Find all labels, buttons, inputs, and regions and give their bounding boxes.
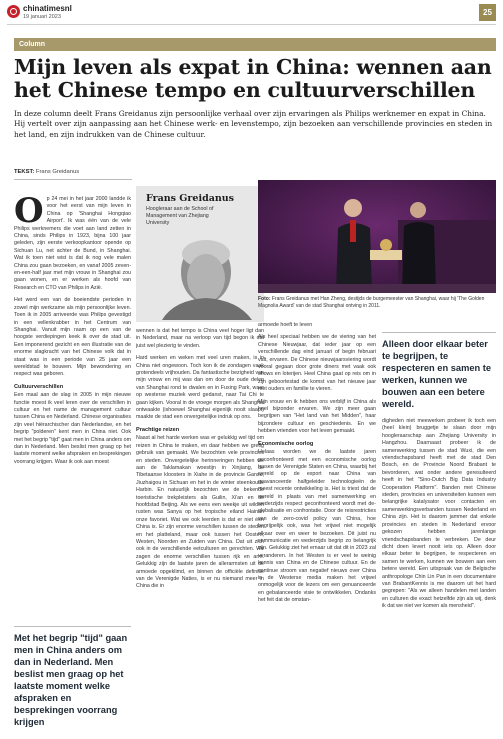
- author-name: Frans Greidanus: [146, 193, 235, 204]
- intro-text: In deze column deelt Frans Greidanus zijn persoonlijke verhaal over zijn ervaringen als Philips werknemer en expat in China. Hij vertelt over zijn aanpassing aan het Chinese werk- en levenstempo, zijn bezoeken aan verschillende provincies en steden in het land, en zijn indrukken van de Chinese cultuur.: [14, 109, 493, 139]
- section-label[interactable]: Column: [14, 38, 496, 51]
- column-4: [382, 418, 496, 736]
- paragraph: Het werd een van de boeiendste perioden in zowel mijn werkzame als mijn persoonlijke leven. Toen ik in 2005 arriveerde was Philips gevestigd in een vellenkrabber in het Centrum van Shanghai. Vanuit mijn raam op een van de hoogste verdiepingen keek ik over de stad uit. Een imponerend gezicht en een illustratie van de enorme slagkracht van het Chinese volk dat in staat was in een periode van 25 jaar een wereldstad te bouwen. Mijn bewondering en respect was geboren.: [14, 297, 131, 378]
- column-3: [258, 322, 376, 736]
- paragraph: Op 24 mei in het jaar 2000 landde ik voor het eerst van mijn leven in China op 'Shanghai Hongqiao Airport'. Ik was één van de vele Philips werknemers die voet aan land zetten in China, sinds Philips in 1923, bijna 100 jaar geleden, zijn eerste verkoopkantoor opende op Sichuan Lu, net achter de Bund, in Shanghai. Wat ik toen niet wist is dat ik nog vele malen China zou gaan bezoeken, en vanaf 2005 zeven-en-een-half jaar met mijn vrouw in Shanghai zou gaan wonen, en er werken als hoofd van Research en CTO van Philips in Azië.: [14, 196, 131, 291]
- page-number: 25: [479, 4, 496, 21]
- page-title: Mijn leven als expat in China: wennen aan het Chinese tempo en cultuurverschillen: [14, 55, 492, 102]
- paragraph: Een maal aan de slag in 2005 in mijn nieuwe functie moest ik veel leren over de verschillen in cultuur en het name de management cultuur tussen China en Nederland. Chinese organisaties zijn veel hiërarchischer dan Nederlandse, en het begrip "polderen" kent men in China niet. Ook met het begrip "tijd" gaat men in China anders om dan in Nederland. Men beslist men graag op het laatste moment welke afspraken en besprekingen voorrang krijgen. Waar ik ook aan moest: [14, 392, 131, 465]
- column-2: [136, 328, 264, 736]
- header-divider: [7, 24, 496, 25]
- column-1: [14, 196, 131, 606]
- subheading-cultuurverschillen: Cultuurverschillen: [14, 383, 64, 390]
- paragraph: Helaas worden we de laatste jaren geconfronteerd met een economische oorlog tussen de Verenigde Staten en China, waarbij het wereld op de export naar China van geavanceerde halfgeleider technologieën de meest recente ontwikkeling is. Het is triest dat de wereld in plaats van met samenwerking en wederzijds respect geconfronteerd wordt met de-globalisatie en confrontatie. Door de reisrestricties van de zero-covid policy van China, hoe begrijpelijk ook, was het vrijwel niet mogelijk elkaar over en weer te bezoeken. Dit juist nu communicatie en wederzijds begrip zo belangrijk zijn. Gelukkig ziet het ernaar uit dat dit in 2023 zal veranderen. In het Westen is er veel te weinig kennis van China en de Chinese cultuur. En de continue stroom van negatief nieuws over China in de Westerse media maken het vrijwel onmogelijk voor de lezers om een genuanceerde en gebalanceerde visie te ontwikkelen. Ondanks het feit dat de omstan-: [258, 449, 376, 604]
- drop-cap: O: [14, 196, 44, 231]
- article-photo: [258, 180, 496, 293]
- author-box: [136, 186, 264, 322]
- pull-quote-rule: [382, 332, 496, 333]
- logo-icon: [7, 5, 20, 18]
- subheading-prachtige-reizen: Prachtige reizen: [136, 426, 180, 433]
- paragraph: Hard werken en weken met veel uren maken, is in China niet ongewoon. Toch kon ik de zondagen vaak grotendeels vrijhouden. Da fantastische bezigheid van mijn vrouw en mij was dan om door de oude delen van Shanghai rond te dwalen en in Fuxing Park, waar op westerse muziek werd gedanst, naar Tai Chi te gaan kijken. Vooral in de vroege morgen als Shanghai ontwaakte (ishoewel Shanghai eigenlijk nooit slaapt) maakte de stad een onvergetelijke indruk op ons.: [136, 355, 264, 421]
- paragraph: digheden niet meewerken probeer ik toch een (heel klein) bruggetje te slaan door mijn hoogleraarschap aan Zhejiang University in Hangzhou. Daarnaast probeer ik de samenwerking tussen de stad Wuxi, die een vriendschapsband heeft met de stad Den Bosch, en de Provincie Noord Brabant te bevorderen, wat onder andere geresulteerd heeft in het "Sino-Dutch Big Data Industry Cooperation Platform". Banden met Chinese steden, provincies en universiteiten kunnen een belangrijke katalysator voor contacten en samenwerkingsverbanden tussen Nederland en China zijn. Het is daarom jammer dat enkele provincies en steden in Nederland ervoor gekozen hebben jarenlange vriendschapsbanden te verbreken. De deur dicht doen levert nooit iets op. Alleen door elkaar beter te begrijpen, te respecteren en samen te werken, kunnen we bouwen aan een betere wereld. Een uitspraak van de Belgische anthropologe Chin Lin Pan in een documentaire van BrabantKennis is me daarom uit het hard gegrepen: "Als we alleen handelen met landen en culturen die exact hetzelfde zijn als wij, denk ik dat we niet ver komen als mensheid".: [382, 418, 496, 610]
- byline-divider: [14, 179, 132, 180]
- photo-caption-text: Frans Greidanus met Han Zheng, destijds de burgemeester van Shanghai, waar hij 'The Golden Magnolia Award' van de stad Shanghai ontving in 2011.: [258, 296, 485, 309]
- byline: [14, 169, 79, 175]
- author-role: Hoogleraar aan de School of Management van Zhejiang University: [146, 206, 214, 226]
- photo-caption: [258, 296, 496, 309]
- paragraph: armoede hoeft te leven: [258, 322, 313, 328]
- masthead: [7, 4, 496, 24]
- pull-quote-2: Alleen door elkaar beter te begrijpen, te respecteren en samen te werken, kunnen we bouwen aan een betere wereld.: [382, 339, 492, 409]
- paragraph: Mijn vrouw en ik hebben ons verblijf in China als heel bijzonder ervaren. We zijn meer gaan begrijpen van "Het land van het Midden", haar bijzondere cultuur en geschiedenis. En we hebben vrienden voor het leven gemaakt.: [258, 398, 376, 435]
- issue-date: 19 januari 2023: [23, 14, 61, 20]
- pull-quote-1: Met het begrip "tijd" gaan men in China anders om dan in Nederland. Men beslist men graag op het laatste moment welke afspraken en besprekingen voorrang krijgen: [14, 633, 128, 727]
- subheading-economische-oorlog: Economische oorlog: [258, 440, 314, 447]
- paragraph: wennen is dat het tempo is China veel hoger ligt dan in Nederland, maar na verloop van tijd begon ik dat juist wel plezierig te vinden.: [136, 328, 264, 349]
- paragraph: Naast al het harde werken was er gelukkig wel tijd om reizen in China te maken, en daar hebben we gretig gebruik van gemaakt. We bezochten vele provincies en steden. Onvergetelijke herinneringen hebben we aan de Taklamakan woestijn in Xinjiang, de Tibetaanse kloosters in Xiahe in de provincie Gansu, Jiuzhaigou in Sichuan en het in de winter steenkoude Harbin. En natuurlijk bezochten we de bekende toeristische trekpleisters als Guilin, Xi'an en de hoofdstad Beijing. Als we eens een weekje uit wilden rusten was Sanya op het tropische eiland Hainan onze favoriet. Wat we ook leerden is dat er niet één China is. Er zijn enorme verschillen tussen de steden en het platteland, maar ook tussen het Oosten, Westen, Noorden en Zuiden van China. Dat uit zich ook in de verschillende eetculturen en gerechten. We zagen de enorme verschillen tussen rijk en arm. Gelukkig zijn de laatste jaren de allerarmsten uit de armoede opgeklimd, en binnen de officiële definitie van de Verenigde Naties, is er nu niemand meer in China die in: [136, 435, 264, 590]
- byline-name: Frans Greidanus: [35, 169, 80, 175]
- paragraph: Als heel speciaal hebben we de viering van het Chinese Nieuwjaar, dat ieder jaar op een verschillende dag eind januari of begin februari valt, ervaren. De Chinese nieuwjaarsviering wordt vooral gegaan door grote diners met vaak ook shows en loterijen. Heel China gaat op reis om in zijn geboortestad de komst van het nieuwe jaar met ouders en familie te vieren.: [258, 334, 376, 393]
- photo-caption-label: Foto:: [258, 296, 271, 302]
- author-portrait: [144, 232, 262, 320]
- site-name[interactable]: chinatimesnl: [23, 4, 72, 13]
- pull-quote-rule: [14, 626, 131, 627]
- byline-label: TEKST:: [14, 169, 35, 175]
